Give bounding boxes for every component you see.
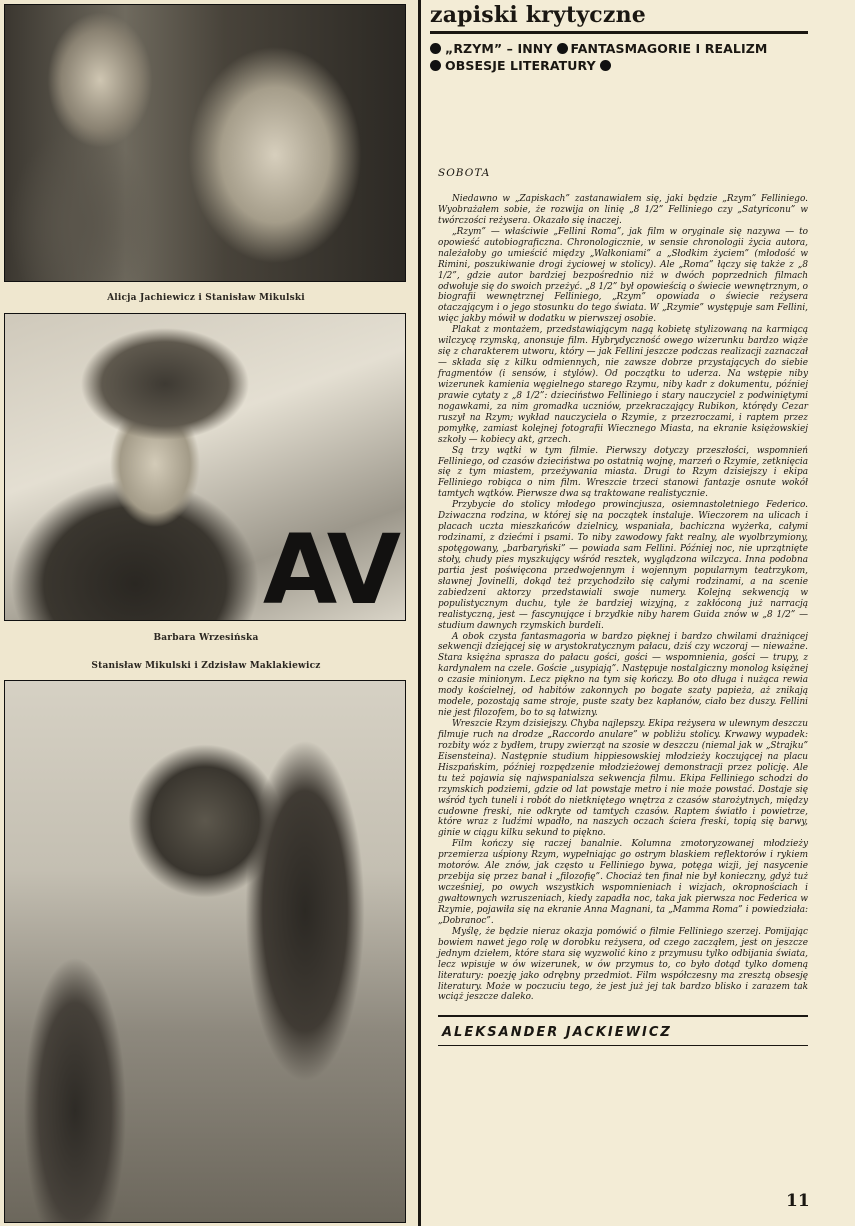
topic-item: OBSESJE LITERATURY <box>445 58 596 73</box>
article-paragraph: Przybycie do stolicy młodego prowincjusza, osiemnastoletniego Federico. Dziwaczna rodzina, w której się na początek instaluje. Wieczorem na ulicach i placach uczta mieszkańców dzielnicy, wspaniała, bachiczna wyżerka, całymi rodzinami, z dziećmi i psami. To niby zawodowy fakt realny, ale wyolbrzymiony, spotęgowany, „barbaryński” — powiada sam Fellini. Później noc, nie uprzątnięte stoły, chudy pies myszkujący wśród resztek, wyglądzona wilczyca. Inna podobna partia jest poświęcona przedwojennym i wojennym popularnym teatrzykom, sławnej Jovinelli, dokąd też przychodziło się całymi rodzinami, a na scenie zabiedzeni aktorzy przedstawiali swoje numery. Kolejną sekwencją w populistycznym duchu, tyle że bardziej wizyjną, z zakłóconą już narracją realistyczną, jest — fascynujące i brzydkie niby harem Guida znów w „8 1/2” — studium dawnych rzymskich burdeli. <box>438 500 808 631</box>
section-masthead: zapiski krytyczne <box>430 2 646 28</box>
photo-caption: Stanisław Mikulski i Zdzisław Maklakiewicz <box>91 661 321 671</box>
article-paragraph: „Rzym” — właściwie „Fellini Roma”, jak film w oryginale się nazywa — to opowieść autobiograficzna. Chronologicznie, w sensie chronologii życia autora, należałoby go umieścić między „Wałkoniami” a „Słodkim życiem” (młodość w Rimini, poszukiwanie drogi życiowej w stolicy). Ale „Roma” łączy się także z „8 1/2”, gdzie autor bardziej bezpośrednio niż w dwóch poprzednich filmach odwołuje się do swoich przeżyć. „8 1/2” był opowieścią o świecie wewnętrznym, o biografii wewnętrznej Felliniego, „Rzym” opowiada o świecie reżysera otaczającym i o jego stosunku do tego świata. W „Rzymie” występuje sam Fellini, więc jakby mówił w dodatku w pierwszej osobie. <box>438 226 808 325</box>
topic-item: „RZYM” – INNY <box>445 41 553 56</box>
page-number: 11 <box>786 1191 810 1211</box>
article-paragraph: Film kończy się raczej banalnie. Kolumna zmotoryzowanej młodzieży przemierza uśpiony Rzym, wypełniając go ostrym blaskiem reflektorów i rykiem motorów. Ale znów, jak często u Felliniego bywa, potęga wizji, jej nasycenie przebija się przez banał i „filozofię”. Chociaż ten finał nie był konieczny, gdyż tuż wcześniej, po owych wszystkich wspomnieniach i wizjach, okropnościach i gwałtownych wzruszeniach, kiedy zapadła noc, taka jak pierwsza noc Federica w Rzymie, pojawiła się na ekranie Anna Magnani, ta „Mamma Roma” i powiedziała: „Dobranoc”. <box>438 839 808 926</box>
author-byline: ALEKSANDER JACKIEWICZ <box>442 1025 672 1041</box>
photo-wrzesinska <box>4 313 406 621</box>
bullet-icon <box>430 60 441 71</box>
column-divider <box>418 0 421 1226</box>
rule <box>430 31 808 34</box>
rule <box>438 1015 808 1017</box>
article-paragraph: Są trzy wątki w tym filmie. Pierwszy dotyczy przeszłości, wspomnień Felliniego, od czasów dzieciństwa po ostatnią wojnę, marzeń o Rzymie, zetknięcia się z tym miastem, przeżywania miasta. Drugi to Rzym dzisiejszy i ekipa Felliniego robiąca o nim film. Wreszcie trzeci stanowi fantazje osnute wokół tamtych wątków. Pierwsze dwa są traktowane realistycznie. <box>438 445 808 500</box>
article-paragraph: Wreszcie Rzym dzisiejszy. Chyba najlepszy. Ekipa reżysera w ulewnym deszczu filmuje ruch na drodze „Raccordo anulare” w pobliżu stolicy. Krwawy wypadek: rozbity wóz z bydłem, trupy zwierząt na szosie w deszczu (niemal jak w „Strajku” Eisensteina). Następnie studium hippiesowskiej młodzieży koczującej na placu Hiszpańskim, później rozpędzenie młodzieżowej demonstracji przez policję. Ale tu też pojawia się najwspanialsza sekwencja filmu. Ekipa Felliniego schodzi do rzymskich podziemi, gdzie od lat powstaje metro i nie może powstać. Dostaje się wśród tych tuneli i robót do nietkniętego wnętrza z czasów starożytnych, między cudowne freski, nie odkryte od tamtych czasów. Raptem światło i powietrze, które wraz z ludźmi wpadło, na naszych oczach ściera freski, topią się barwy, ginie w ciągu kilku sekund to piękno. <box>438 719 808 839</box>
bullet-icon <box>557 43 568 54</box>
article-paragraph: Myślę, że będzie nieraz okazja pomówić o filmie Felliniego szerzej. Pomijając bowiem nawet jego rolę w dorobku reżysera, od czego zacząłem, jest on jeszcze jednym dziełem, które stara się wyzwolić kino z przymusu tylko odbijania świata, lecz wpisuje w ów wizerunek, w ów przymus to, co było dotąd tylko domeną literatury: poezję jako odrębny przedmiot. Film współczesny ma zresztą obsesję literatury. Może w poczuciu tego, że jest już jej tak bardzo blisko i zarazem tak wciąż jeszcze daleko. <box>438 926 808 1003</box>
text-column <box>430 0 810 1226</box>
topics-list <box>430 40 810 74</box>
rule <box>438 1045 808 1046</box>
article-body <box>438 194 808 1003</box>
bullet-icon <box>600 60 611 71</box>
article-paragraph: Niedawno w „Zapiskach” zastanawiałem się, jaki będzie „Rzym” Felliniego. Wyobrażałem sobie, że rozwija on linię „8 1/2” Felliniego czy „Satyriconu” w twórczości reżysera. Okazało się inaczej. <box>438 194 808 226</box>
photo-jachiewicz-mikulski <box>4 4 406 282</box>
topic-item: FANTASMAGORIE I REALIZM <box>570 41 768 56</box>
photo-caption: Barbara Wrzesińska <box>153 633 259 643</box>
photo-mikulski-maklakiewicz <box>4 680 406 1223</box>
aircraft-lettering: AV <box>262 514 397 621</box>
photo-column <box>0 0 418 1226</box>
photo-caption: Alicja Jachiewicz i Stanisław Mikulski <box>107 293 305 303</box>
article-paragraph: Plakat z montażem, przedstawiającym nagą kobietę stylizowaną na karmiącą wilczycę rzymską, anonsuje film. Hybrydyczność owego wizerunku bardzo wiąże się z charakterem utworu, który — jak Fellini jeszcze podczas realizacji zaznaczał — składa się z kilku odmiennych, nie zawsze dobrze przystających do siebie fragmentów (i sensów, i stylów). Od początku to uderza. Na wstępie niby wizerunek kamienia węgielnego starego Rzymu, niby kadr z dokumentu, później prawie cytaty z „8 1/2”: dzieciństwo Felliniego i stary nauczyciel z podwiniętymi nogawkami, za nim gromadka uczniów, przekraczający Rubikon, którędy Cezar ruszył na Rzym; wykład nauczyciela o Rzymie, z przezroczami, i raptem przez pomyłkę, zamiast kolejnej fotografii Wiecznego Miasta, na ekranie księżowskiej szkoły — kobiecy akt, grzech. <box>438 325 808 445</box>
bullet-icon <box>430 43 441 54</box>
article-paragraph: A obok czysta fantasmagoria w bardzo pięknej i bardzo chwilami drażniącej sekwencji dziejącej się w arystokratycznym pałacu, dziś czy wczoraj — nieważne. Stara księżna sprasza do pałacu gości, gości — wspomnienia, gości — trupy, z kardynałem na czele. Goście „usypiają”. Następuje nostalgiczny monolog księżnej o czasie minionym. Lecz piękno na tym się kończy. Bo oto długa i nużąca rewia mody kościelnej, od habitów zakonnych po bogate szaty papieża, aż znikają modele, pozostają same stroje, puste szaty bez kapłanów, ciało bez duszy. Fellini nie jest filozofem, bo to są łatwizny. <box>438 631 808 719</box>
day-label: SOBOTA <box>438 167 491 179</box>
